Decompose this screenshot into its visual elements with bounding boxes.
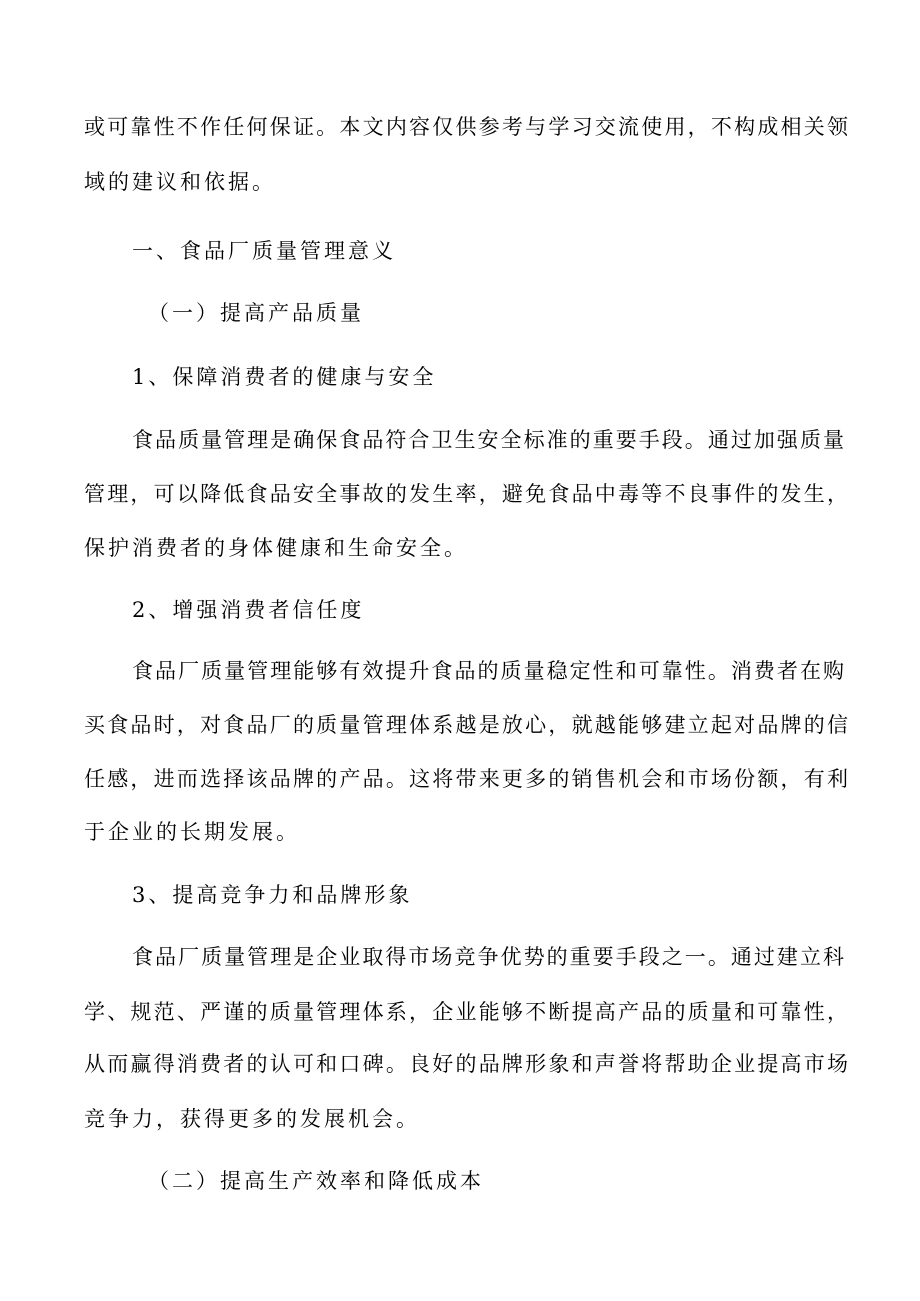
text-line: 买食品时，对食品厂的质量管理体系越是放心，就越能够建立起对品牌的信 — [84, 713, 848, 737]
text-line: 保护消费者的身体健康和生命安全。 — [84, 536, 468, 560]
text-line: 于企业的长期发展。 — [84, 820, 300, 844]
subsection-heading: （一）提高产品质量 — [148, 301, 364, 325]
subsection-heading: （二）提高生产效率和降低成本 — [148, 1169, 484, 1193]
text-line: 竞争力，获得更多的发展机会。 — [84, 1107, 420, 1131]
item-heading: 1、保障消费者的健康与安全 — [132, 365, 437, 389]
text-line: 学、规范、严谨的质量管理体系，企业能够不断提高产品的质量和可靠性， — [84, 1000, 848, 1024]
text-line: 域的建议和依据。 — [84, 170, 276, 194]
item-heading: 3、提高竞争力和品牌形象 — [132, 883, 413, 907]
text-line: 从而赢得消费者的认可和口碑。良好的品牌形象和声誉将帮助企业提高市场 — [84, 1052, 848, 1076]
text-line: 食品质量管理是确保食品符合卫生安全标准的重要手段。通过加强质量 — [132, 428, 844, 452]
text-line: 或可靠性不作任何保证。本文内容仅供参考与学习交流使用，不构成相关领 — [84, 115, 848, 139]
section-heading: 一、食品厂质量管理意义 — [132, 239, 396, 263]
text-line: 任感，进而选择该品牌的产品。这将带来更多的销售机会和市场份额，有利 — [84, 767, 848, 791]
text-line: 食品厂质量管理能够有效提升食品的质量稳定性和可靠性。消费者在购 — [132, 659, 844, 683]
item-heading: 2、增强消费者信任度 — [132, 598, 365, 622]
text-line: 食品厂质量管理是企业取得市场竞争优势的重要手段之一。通过建立科 — [132, 945, 844, 969]
text-line: 管理，可以降低食品安全事故的发生率，避免食品中毒等不良事件的发生， — [84, 482, 848, 506]
